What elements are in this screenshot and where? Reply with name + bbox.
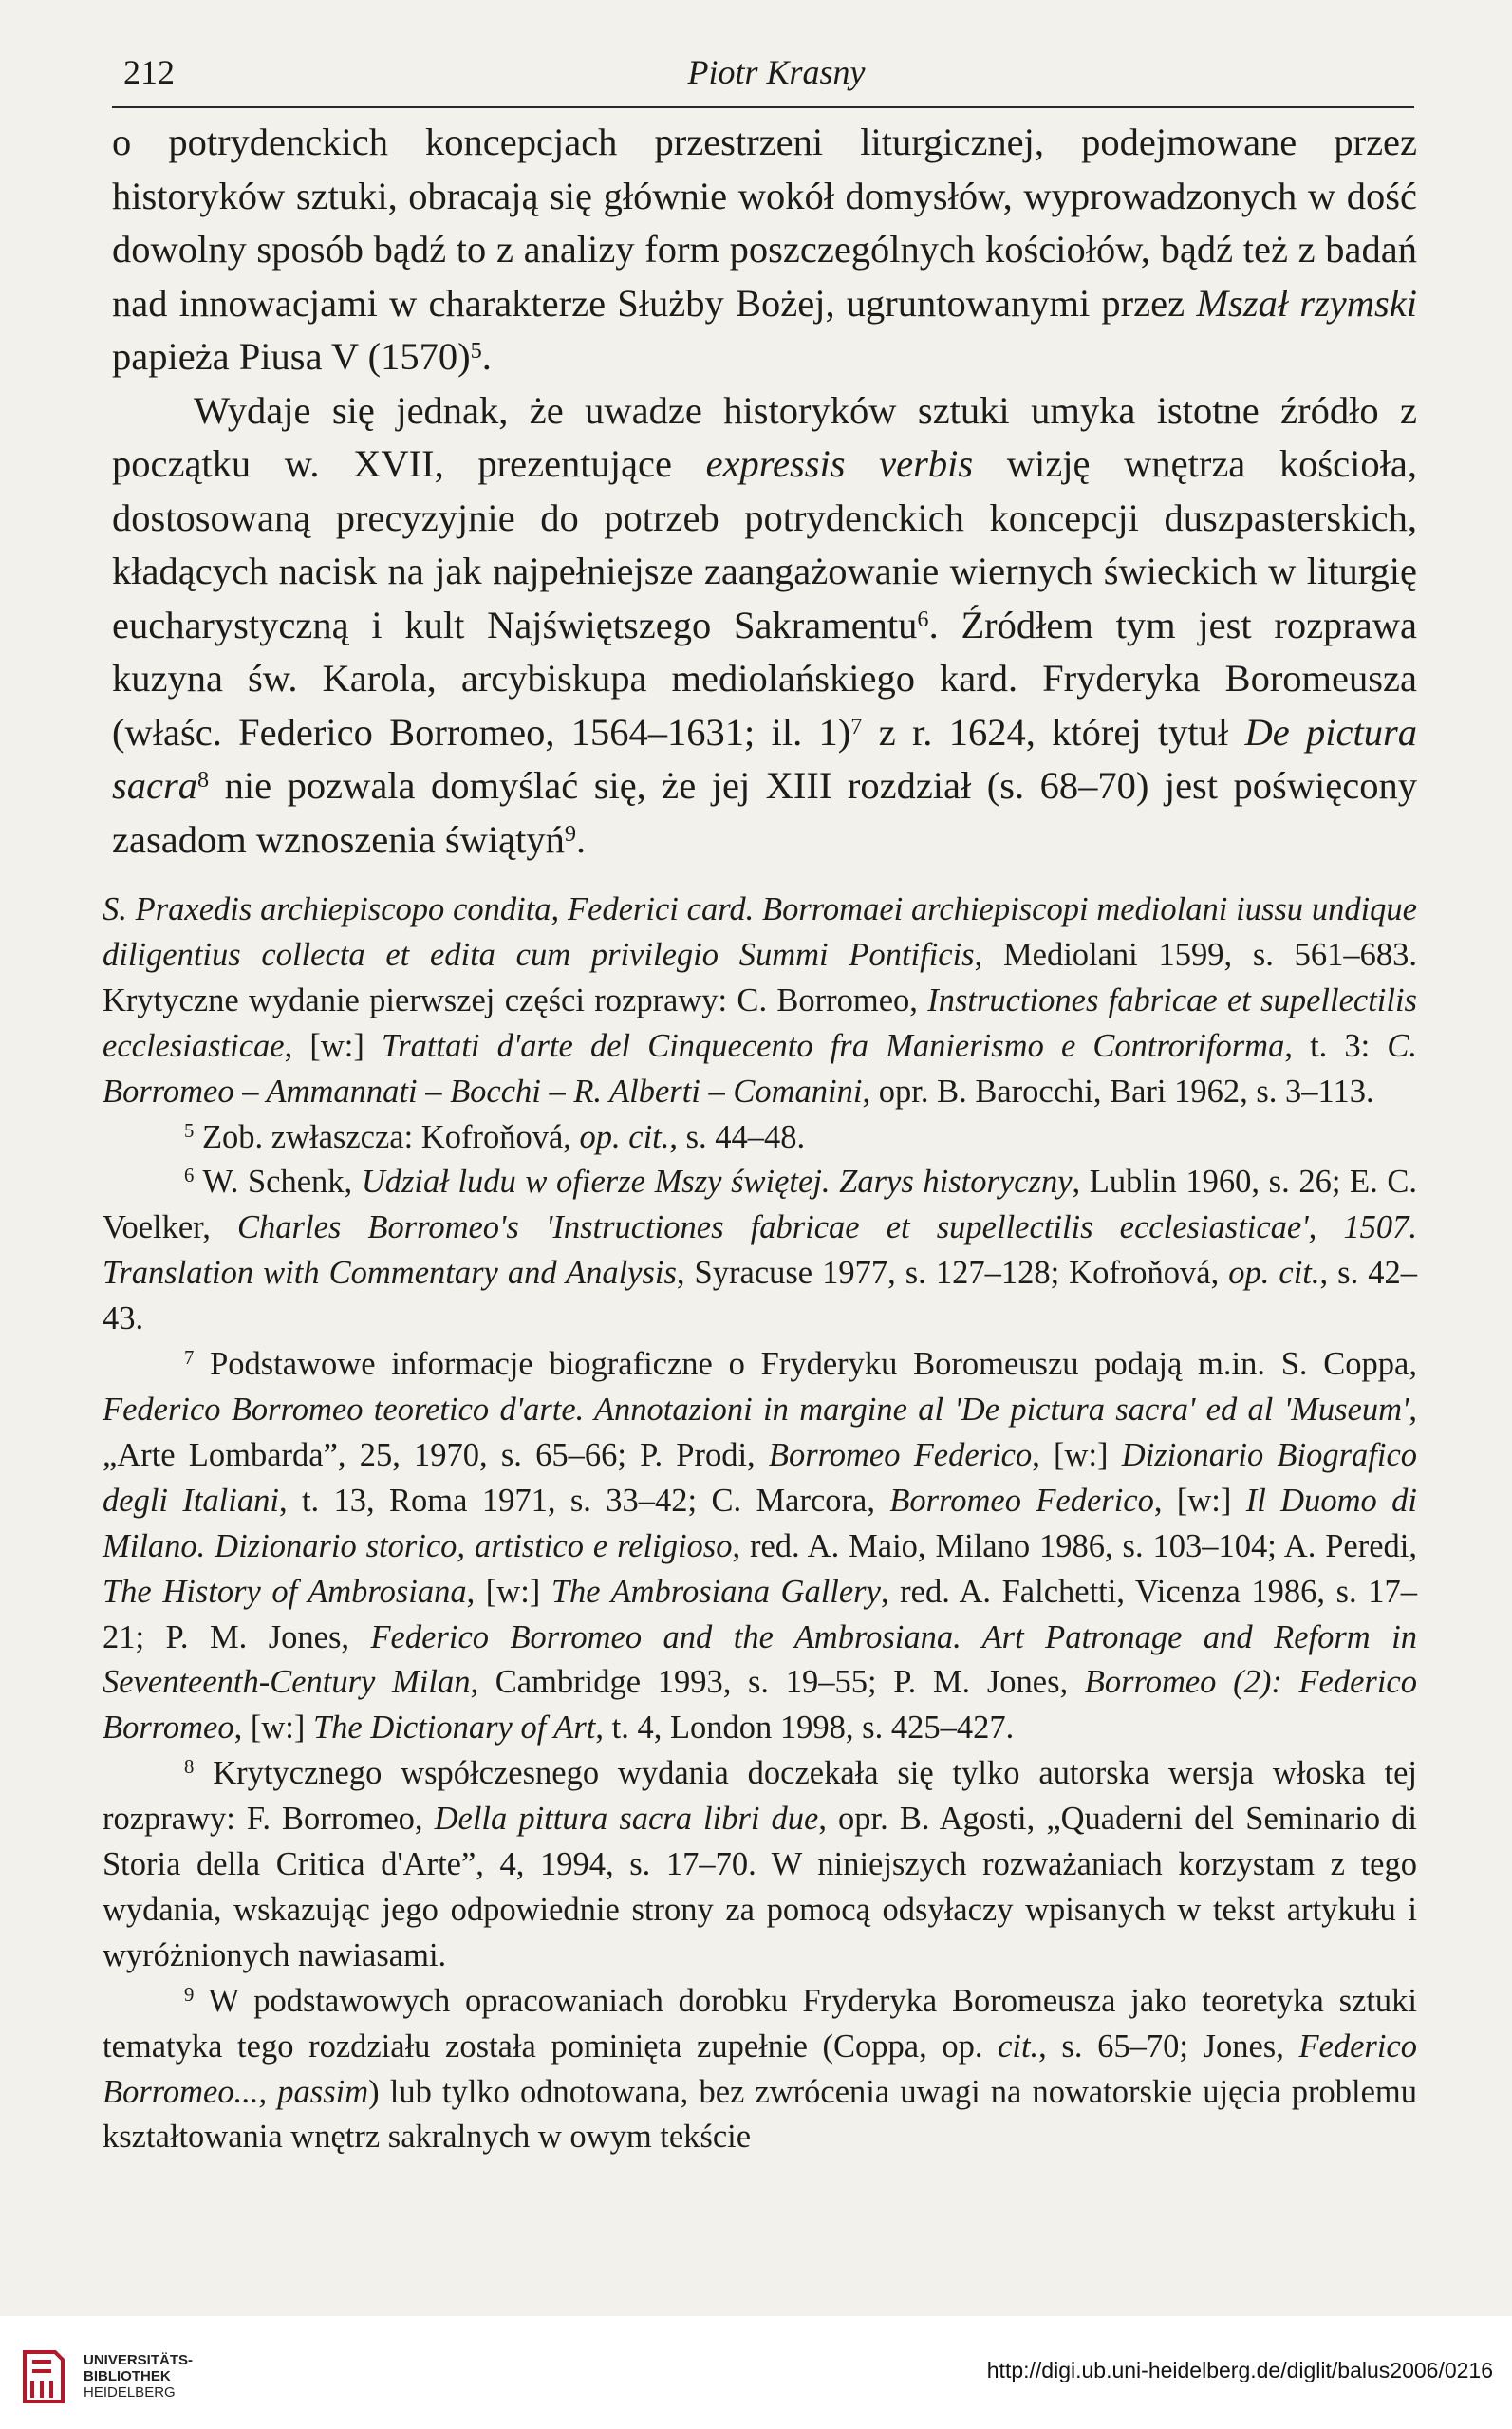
footnote-ref-9[interactable]: 9 — [564, 820, 577, 847]
footnote-ref-5[interactable]: 5 — [470, 338, 482, 364]
library-name[interactable]: UNIVERSITÄTS- BIBLIOTHEK HEIDELBERG — [84, 2352, 194, 2401]
footnote-ref-8[interactable]: 8 — [197, 767, 210, 793]
footnote-5: $^5$ Zob. zwłaszcza: Kofroňová, op. cit., s. 44–48. — [184, 1118, 806, 1155]
footnote-9: $^9$ W podstawowych opracowaniach dorobku Fryderyka Boromeusza jako teoretyka sztuki tematyka tego rozdziału została pominięta zupełnie (Coppa, op. cit., s. 65–70; Jones, Federico Borromeo..., passim) lub tylko odnotowana, bez zwrócenia uwagi na nowatorskie ujęcia problemu kształtowania wnętrz sakralnych w owym tekście — [103, 1982, 1417, 2156]
paragraph-1: o potrydenckich koncepcjach przestrzeni liturgicznej, podejmowane przez historyków sztuki, obracają się głównie wokół domysłów, wyprowadzonych w dość dowolny sposób bądź to z analizy form poszczególnych kościołów, bądź też z badań nad innowacjami w charakterze Służby Bożej, ugruntowanymi przez Mszał rzymski papieża Piusa V $(1570)^5$. — [112, 121, 1418, 378]
main-text — [112, 116, 1417, 867]
ub-heidelberg-logo-icon[interactable] — [19, 2348, 66, 2405]
viewer-footer — [0, 2316, 1512, 2429]
footnote-ref-6[interactable]: 6 — [917, 606, 929, 632]
running-title: Piotr Krasny — [687, 53, 866, 91]
source-url-link[interactable]: http://digi.ub.uni-heidelberg.de/diglit/balus2006/0216 — [986, 2358, 1493, 2382]
header-rule — [112, 106, 1414, 108]
page-header — [112, 52, 1414, 109]
footnote-ref-7[interactable]: 7 — [850, 713, 863, 739]
footnotes — [103, 888, 1417, 2160]
footnote-8: $^8$ Krytycznego współczesnego wydania doczekała się tylko autorska wersja włoska tej rozprawy: F. Borromeo, Della pittura sacra libri due, opr. B. Agosti, „Quaderni del Seminario di Storia della Critica d'Arte”, 4, 1994, s. 17–70. W niniejszych rozważaniach korzystam z tego wydania, wskazując jego odpowiednie strony za pomocą odsyłaczy wpisanych w tekst artykułu i wyróżnionych nawiasami. — [103, 1755, 1417, 1973]
footnote-7: $^7$ Podstawowe informacje biograficzne o Fryderyku Boromeuszu podają m.in. S. Coppa, Federico Borromeo teoretico d'arte. Annotazioni in margine al 'De pictura sacra' ed al 'Museum', „Arte Lombarda”, 25, 1970, s. 65–66; P. Prodi, Borromeo Federico, [w:] Dizionario Biografico degli Italiani, t. 13, Roma 1971, s. 33–42; C. Marcora, Borromeo Federico, [w:] Il Duomo di Milano. Dizionario storico, artistico e religioso, red. A. Maio, Milano 1986, s. 103–104; A. Peredi, The History of Ambrosiana, [w:] The Ambrosiana Gallery, red. A. Falchetti, Vicenza 1986, s. 17–21; P. M. Jones, Federico Borromeo and the Ambrosiana. Art Patronage and Reform in Seventeenth-Century Milan, Cambridge 1993, s. 19–55; P. M. Jones, Borromeo (2): Federico Borromeo, [w:] The Dictionary of Art, t. 4, London 1998, s. 425–427. — [103, 1346, 1418, 1747]
footnote-6: $^6$ W. Schenk, Udział ludu w ofierze Mszy świętej. Zarys historyczny, Lublin 1960, s. 26; E. C. Voelker, Charles Borromeo's 'Instructiones fabricae et supellectilis ecclesiasticae', 1507. Translation with Commentary and Analysis, Syracuse 1977, s. 127–128; Kofroňová, op. cit., s. 42–43. — [103, 1164, 1417, 1337]
footnote-continuation: S. Praxedis archiepiscopo condita, Federici card. Borromaei archiepiscopi mediolani iussu undique diligentius collecta et edita cum privilegio Summi Pontificis, Mediolani 1599, s. 561–683. Krytyczne wydanie pierwszej części rozprawy: C. Borromeo, Instructiones fabricae et supellectilis ecclesiasticae, [w:] Trattati d'arte del Cinquecento fra Manierismo e Controriforma, t. 3: C. Borromeo – Ammannati – Bocchi – R. Alberti – Comanini, opr. B. Barocchi, Bari 1962, s. 3–113. — [103, 891, 1418, 1110]
page-number: 212 — [123, 53, 175, 91]
paragraph-2: Wydaje się jednak, że uwadze historyków sztuki umyka istotne źródło z początku w. XVII, prezentujące expressis verbis wizję wnętrza kościoła, dostosowaną precyzyjnie do potrzeb potrydenckich koncepcji duszpasterskich, kładących nacisk na jak najpełniejsze zaangażowanie wiernych świeckich w liturgię eucharystyczną i kult Najświętszego Sakramentu$^6$. Źródłem tym jest rozprawa kuzyna św. Karola, arcybiskupa mediolańskiego kard. Fryderyka Boromeusza (właśc. Federico Borromeo, 1564–1631; il. 1)$^7$ z r. 1624, której tytuł De pictura sacra$^8$ nie pozwala domyślać się, że jej XIII rozdział (s. 68–70) jest poświęcony zasadom wznoszenia świątyń$^9$. — [112, 388, 1417, 861]
